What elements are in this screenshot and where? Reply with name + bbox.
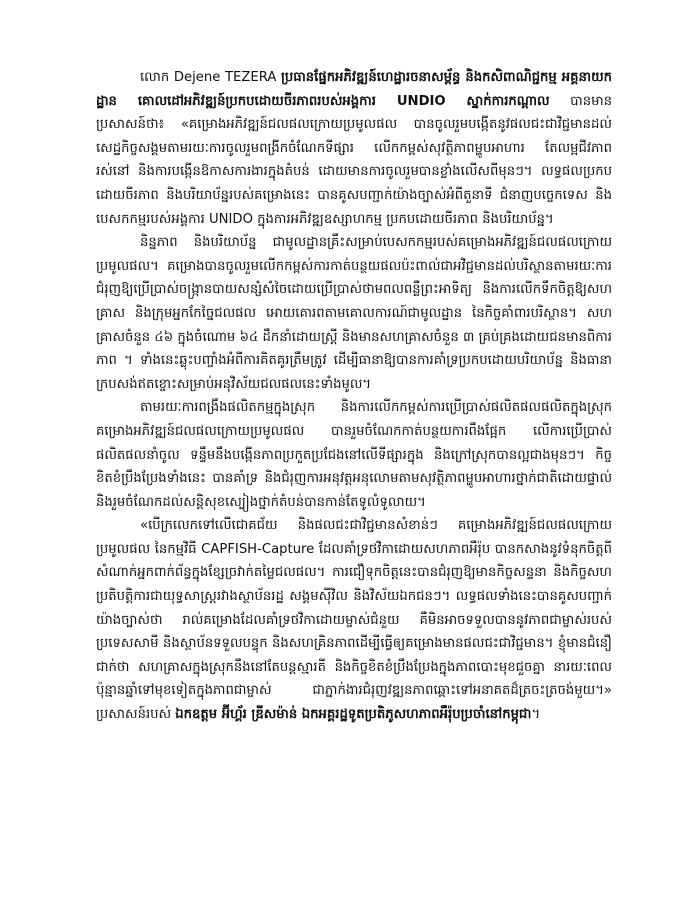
speaker-title: ប្រធានផ្នែកអភិវឌ្ឍន៍ហេដ្ឋារចនាសម្ព័ន្ធ និងកសិពាណិជ្ជកម្ម អគ្គនាយកដ្ឋាន គោលដៅអភិវឌ្ឍន៍ប្រកបដោយចីរភាពរបស់អង្គការ UNDIO ស្នាក់ការកណ្តាល	[96, 70, 612, 109]
speaker-name: លោក Dejene TEZERA	[140, 70, 281, 85]
paragraph-4	[96, 514, 612, 726]
paragraph-2	[96, 231, 612, 396]
document-page	[96, 66, 612, 727]
quote-text: «បើក្រលេកទៅលើជោគជ័យ និងផលជះជាវិជ្ជមានសំខាន់ៗ គម្រោងអភិវឌ្ឍន៍ជលផលក្រោយប្រមូលផល នៃកម្មវិធី CAPFISH-Capture ដែលគាំទ្រថវិកាដោយសហភាពអឺរ៉ុប បានកសាងនូវទំនុកចិត្តពីសំណាក់អ្នកពាក់ព័ន្ធក្នុងខ្សែច្រវាក់តម្លៃជលផល។ ការជឿទុកចិត្តនេះបានជំរុញឱ្យមានកិច្ចសន្ទនា និងកិច្ចសហប្រតិបត្តិការជាយុទ្ធសាស្ត្ររវាងស្ថាប័នរដ្ឋ សង្គមស៊ីវិល និងវិស័យឯកជនៗ។ លទ្ធផលទាំងនេះបានគូសបញ្ជាក់យ៉ាងច្បាស់ថា រាល់គម្រោងដែលគាំទ្រថវិកាដោយម្ចាស់ជំនួយ គឺមិនអាចទទួលបាននូវភាពជាម្ចាស់របស់ប្រទេសសាមី និងស្ថាប័នទទួលបន្ទុក និងសហគ្រិនភាពដើម្បីធ្វើឲ្យគម្រោងមានផលជះជាវិជ្ជមាន។ ខ្ញុំមានជំនឿជាក់ថា សហគ្រាសក្នុងស្រុកនឹងនៅតែបន្តស្មារតី និងកិច្ចខិតខំប្រឹងប្រែងក្នុងភាពបោះមុខជួចគ្នា នារយៈពេលប៉ុន្មានឆ្នាំទៅមុខទៀតក្នុងភាពជាម្ចាស់ ជាភ្នាក់ងារជំរុញវឌ្ឍនភាពឆ្ពោះទៅអនាគតដ៏ត្រចះត្រចង់មួយ។» ប្រសាសន៍របស់	[96, 518, 612, 723]
closing-mark: ។	[531, 707, 541, 723]
ambassador-name: ឯកឧត្តម អ៊ីហ្គ័រ ឌ្រីសម៉ាន់ ឯកអគ្គរដ្ឋទូតប្រតិភូសហភាពអឺរ៉ុបប្រចាំនៅកម្ពុជា	[175, 707, 532, 723]
paragraph-3	[96, 396, 612, 514]
paragraph-1	[96, 66, 612, 231]
quote-text: បានមានប្រសាសន៍ថា៖ «គម្រោងអភិវឌ្ឍន៍ជលផលក្រោយប្រមូលផល បានចូលរួមបង្កើតនូវផលជះជាវិជ្ជមានដល់សេដ្ឋកិច្ចសង្គមតាមរយៈការចូលរួមពង្រីកចំណែកទីផ្សារ លើកកម្ពស់សុវត្ថិភាពម្ហូបអាហារ តែលម្អជីវភាពរស់នៅ និងការបង្កើនឱកាសការងារក្នុងតំបន់ ដោយមានការចូលរួមបានខ្លាំងលើសពីមុនៗ។ លទ្ធផលប្រកបដោយចីរភាព និងបរិយាប័ន្នរបស់គម្រោងនេះ បានគូសបញ្ជាក់យ៉ាងច្បាស់អំពីតួនាទី ជំនាញបច្ចេកទេស និងបេសកកម្មរបស់អង្គការ UNIDO ក្នុងការអភិវឌ្ឍឧស្សាហកម្ម ប្រកបដោយចីរភាព និងបរិយាប័ន្ន។	[96, 93, 612, 227]
paragraph-text: និន្នភាព និងបរិយាប័ន្ន ជាមូលដ្ឋានគ្រឹះសម្រាប់បេសកកម្មរបស់គម្រោងអភិវឌ្ឍន៍ជលផលក្រោយប្រមូលផល។ គម្រោងបានចូលរួមលើកកម្ពស់ការកាត់បន្ថយផលប៉ះពាល់ជាអវិជ្ជមានដល់បរិស្ថានតាមរយៈការជំរុញឱ្យប្រើប្រាស់ចង្ក្រានបាយសន្សំសំចៃដោយប្រើប្រាស់ថាមពលពន្លឺព្រះអាទិត្យ និងការលើកទឹកចិត្តឱ្យសហគ្រាស និងក្រុមអ្នកកែច្នៃជលផល អោយគោរពតាមគោលការណ៍ជាមូលដ្ឋាន នៃកិច្ចគាំពារបរិស្ថាន។ សហគ្រាសចំនួន ៤៦ ក្នុងចំណោម ៦៤ ដឹកនាំដោយស្ត្រី និងមានសហគ្រាសចំនួន ៣ គ្រប់គ្រងដោយជនមានពិការភាព ។ ទាំងនេះឆ្លុះបញ្ចាំងអំពីការគិតគូរត្រឹមត្រូវ ដើម្បីធានាឱ្យបានការគាំទ្រប្រកបដោយបរិយាប័ន្ន និងធានាក្របសង់ឥតខ្ចោះសម្រាប់អនុវិស័យជលផលនេះទាំងមូល។	[96, 235, 612, 392]
paragraph-text: តាមរយៈការពង្រឹងផលិតកម្មក្នុងស្រុក និងការលើកកម្ពស់ការប្រើប្រាស់ផលិតផលផលិតក្នុងស្រុក គម្រោងអភិវឌ្ឍន៍ជលផលក្រោយប្រមូលផល បានរួមចំណែកកាត់បន្ថយការពឹងផ្អែក លើការប្រើប្រាស់ផលិតផលនាំចូល ទន្ទឹមនឹងបង្កើនភាពប្រកួតប្រជែងនៅលើទីផ្សារក្នុង និងក្រៅស្រុកបានល្អជាងមុនៗ។ កិច្ចខិតខំប្រឹងប្រែងទាំងនេះ បានគាំទ្រ និងជំរុញការអនុវត្តអនុលោមតាមសុវត្ថិភាពម្ហូបអាហារថ្នាក់ជាតិដោយផ្ទាល់ និងរួមចំណែកដល់សន្តិសុខស្បៀងថ្នាក់តំបន់បានកាន់តែទូលំទូលាយ។	[96, 400, 612, 510]
